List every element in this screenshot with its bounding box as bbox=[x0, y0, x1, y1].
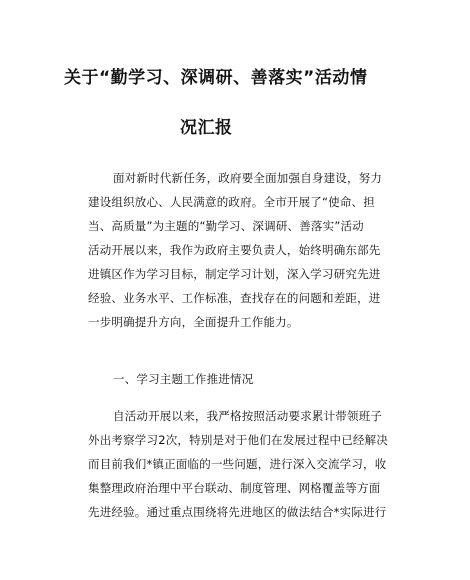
intro-line-7: 一步明确提升方向，全面提升工作能力。 bbox=[88, 315, 299, 329]
intro-line-6: 经验、业务水平、工作标准，查找存在的问题和差距，进 bbox=[88, 291, 381, 305]
section-line-1: 自活动开展以来，我严格按照活动要求累计带领班子 bbox=[113, 409, 383, 423]
section-paragraph bbox=[88, 404, 389, 524]
intro-line-1: 面对新时代新任务，政府要全面加强自身建设，努力 bbox=[113, 171, 383, 185]
document-title-line-2: 况汇报 bbox=[180, 118, 233, 138]
intro-line-5: 进镇区作为学习目标，制定学习计划，深入学习研究先进 bbox=[88, 267, 381, 281]
section-heading-text: 一、学习主题工作推进情况 bbox=[113, 372, 254, 386]
section-line-3: 而目前我们*镇正面临的一些问题，进行深入交流学习，收 bbox=[88, 457, 387, 471]
intro-line-4: 活动开展以来，我作为政府主要负责人，始终明确东部先 bbox=[88, 243, 381, 257]
document-title-line-1: 关于“勤学习、深调研、善落实”活动情 bbox=[64, 68, 368, 88]
section-heading bbox=[88, 367, 353, 391]
intro-line-2: 建设组织放心、人民满意的政府。全市开展了“使命、担 bbox=[88, 195, 375, 209]
section-line-4: 集整理政府治理中平台联动、制度管理、网格覆盖等方面 bbox=[88, 481, 381, 495]
intro-paragraph bbox=[88, 166, 383, 334]
section-line-5: 先进经验。通过重点围绕将先进地区的做法结合*实际进行 bbox=[88, 505, 387, 519]
intro-line-3: 当、高质量”为主题的“勤学习、深调研、善落实”活动 bbox=[88, 219, 364, 233]
section-line-2: 外出考察学习2次，特别是对于他们在发展过程中已经解决 bbox=[88, 433, 389, 447]
